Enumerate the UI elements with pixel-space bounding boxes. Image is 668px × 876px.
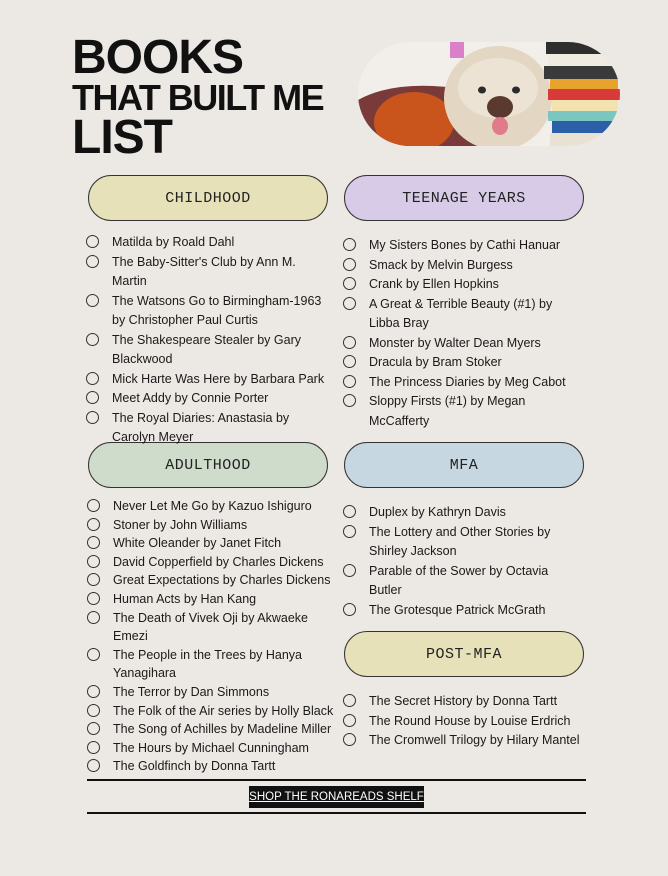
checkbox-circle[interactable]	[87, 573, 100, 586]
book-title: Stoner by John Williams	[113, 517, 248, 532]
book-title: Dracula by Bram Stoker	[369, 355, 502, 369]
checkbox-circle[interactable]	[87, 592, 100, 605]
list-item	[87, 497, 339, 516]
checkbox-circle[interactable]	[343, 603, 356, 616]
divider-bottom	[87, 812, 586, 814]
book-title: Crank by Ellen Hopkins	[369, 277, 499, 291]
book-title: The Hours by Michael Cunningham	[113, 740, 309, 755]
checkbox-circle[interactable]	[343, 355, 356, 368]
checkbox-circle[interactable]	[343, 375, 356, 388]
checkbox-circle[interactable]	[343, 525, 356, 538]
checkbox-circle[interactable]	[87, 536, 100, 549]
childhood-book-list	[86, 233, 326, 448]
checkbox-circle[interactable]	[343, 714, 356, 727]
checkbox-circle[interactable]	[87, 611, 100, 624]
book-title: The People in the Trees by Hanya Yanagihara	[113, 647, 303, 681]
list-item	[87, 553, 339, 572]
list-item	[343, 523, 583, 562]
book-title: A Great & Terrible Beauty (#1) by Libba Bray	[369, 296, 553, 330]
checkbox-circle[interactable]	[87, 555, 100, 568]
book-title: The Goldfinch by Donna Tartt	[113, 759, 276, 774]
title-line-2: THAT BUILT ME	[72, 77, 324, 118]
checkbox-circle[interactable]	[87, 704, 100, 717]
shop-shelf-link[interactable]: SHOP THE RONAREADS SHELF	[249, 786, 424, 808]
checkbox-circle[interactable]	[343, 258, 356, 271]
book-title: Smack by Melvin Burgess	[369, 257, 513, 272]
mfa-book-list	[343, 503, 583, 620]
list-item	[86, 389, 326, 409]
teenage-years-book-list	[343, 236, 583, 431]
list-item	[343, 295, 583, 334]
list-item	[343, 353, 583, 373]
checkbox-circle[interactable]	[86, 235, 99, 248]
list-item	[87, 571, 339, 590]
list-item	[86, 253, 326, 292]
list-item	[343, 275, 583, 295]
checkbox-circle[interactable]	[87, 759, 100, 772]
photo-illustration	[358, 42, 620, 146]
book-title: The Terror by Dan Simmons	[113, 684, 270, 699]
post-mfa-book-list	[343, 692, 583, 751]
book-title: Never Let Me Go by Kazuo Ishiguro	[113, 499, 312, 513]
list-item	[87, 720, 339, 739]
list-item	[87, 683, 339, 702]
list-item	[86, 331, 326, 370]
section-header-mfa: MFA	[344, 442, 584, 488]
book-title: The Shakespeare Stealer by Gary Blackwood	[112, 332, 301, 366]
book-title: The Round House by Louise Erdrich	[369, 713, 571, 728]
list-item	[86, 409, 326, 448]
checkbox-circle[interactable]	[87, 499, 100, 512]
list-item	[343, 601, 583, 621]
list-item	[343, 562, 583, 601]
title-line-1: BOOKS	[72, 31, 244, 84]
list-item	[87, 739, 339, 758]
book-title: Parable of the Sower by Octavia Butler	[369, 563, 549, 597]
section-header-post-mfa: POST-MFA	[344, 631, 584, 677]
book-title: The Baby-Sitter's Club by Ann M. Martin	[112, 254, 296, 288]
list-item	[343, 256, 583, 276]
list-item	[343, 731, 583, 751]
list-item	[87, 590, 339, 609]
checkbox-circle[interactable]	[86, 294, 99, 307]
book-title: The Secret History by Donna Tartt	[369, 694, 558, 708]
list-item	[87, 534, 339, 553]
list-item	[87, 609, 339, 646]
list-item	[343, 334, 583, 354]
checkbox-circle[interactable]	[343, 694, 356, 707]
section-header-childhood: CHILDHOOD	[88, 175, 328, 221]
checkbox-circle[interactable]	[86, 411, 99, 424]
book-title: Great Expectations by Charles Dickens	[113, 573, 331, 588]
section-header-adulthood: ADULTHOOD	[88, 442, 328, 488]
section-header-teenage-years: TEENAGE YEARS	[344, 175, 584, 221]
list-item	[343, 503, 583, 523]
checkbox-circle[interactable]	[343, 394, 356, 407]
book-title: The Grotesque Patrick McGrath	[369, 602, 546, 617]
book-title: Duplex by Kathryn Davis	[369, 505, 506, 519]
checkbox-circle[interactable]	[87, 685, 100, 698]
adulthood-book-list	[87, 497, 339, 776]
checkbox-circle[interactable]	[343, 336, 356, 349]
list-item	[86, 233, 326, 253]
list-item	[87, 757, 339, 776]
book-title: The Princess Diaries by Meg Cabot	[369, 374, 566, 389]
checkbox-circle[interactable]	[87, 741, 100, 754]
checkbox-circle[interactable]	[343, 297, 356, 310]
checkbox-circle[interactable]	[86, 372, 99, 385]
book-title: Matilda by Roald Dahl	[112, 235, 235, 249]
list-item	[87, 702, 339, 721]
book-title: The Watsons Go to Birmingham-1963 by Christopher Paul Curtis	[112, 293, 322, 327]
dog-with-books-photo	[358, 42, 620, 146]
book-title: Mick Harte Was Here by Barbara Park	[112, 371, 325, 386]
checkbox-circle[interactable]	[343, 505, 356, 518]
book-title: The Song of Achilles by Madeline Miller	[113, 722, 332, 737]
divider-top	[87, 779, 586, 781]
page-title	[72, 31, 324, 164]
book-title: The Folk of the Air series by Holly Black	[113, 703, 334, 718]
list-item	[86, 292, 326, 331]
list-item	[86, 370, 326, 390]
checkbox-circle[interactable]	[86, 255, 99, 268]
list-item	[343, 236, 583, 256]
book-title: Human Acts by Han Kang	[113, 591, 257, 606]
book-title: The Death of Vivek Oji by Akwaeke Emezi	[113, 610, 309, 644]
checkbox-circle[interactable]	[343, 277, 356, 290]
list-item	[343, 692, 583, 712]
checkbox-circle[interactable]	[343, 733, 356, 746]
book-title: The Lottery and Other Stories by Shirley Jackson	[369, 524, 551, 558]
book-title: My Sisters Bones by Cathi Hanuar	[369, 238, 561, 252]
book-title: Sloppy Firsts (#1) by Megan McCafferty	[369, 394, 526, 428]
list-item	[87, 646, 339, 683]
checkbox-circle[interactable]	[343, 564, 356, 577]
checkbox-circle[interactable]	[86, 333, 99, 346]
list-item	[343, 712, 583, 732]
list-item	[87, 516, 339, 535]
list-item	[343, 373, 583, 393]
book-title: The Royal Diaries: Anastasia by Carolyn Meyer	[112, 410, 290, 444]
title-line-3: LIST	[72, 111, 172, 164]
book-title: The Cromwell Trilogy by Hilary Mantel	[369, 733, 580, 747]
list-item	[343, 392, 583, 431]
book-title: White Oleander by Janet Fitch	[113, 536, 282, 551]
book-title: David Copperfield by Charles Dickens	[113, 554, 324, 569]
checkbox-circle[interactable]	[86, 391, 99, 404]
book-title: Monster by Walter Dean Myers	[369, 335, 541, 350]
checkbox-circle[interactable]	[87, 722, 100, 735]
checkbox-circle[interactable]	[343, 238, 356, 251]
checkbox-circle[interactable]	[87, 648, 100, 661]
book-title: Meet Addy by Connie Porter	[112, 391, 269, 405]
checkbox-circle[interactable]	[87, 518, 100, 531]
